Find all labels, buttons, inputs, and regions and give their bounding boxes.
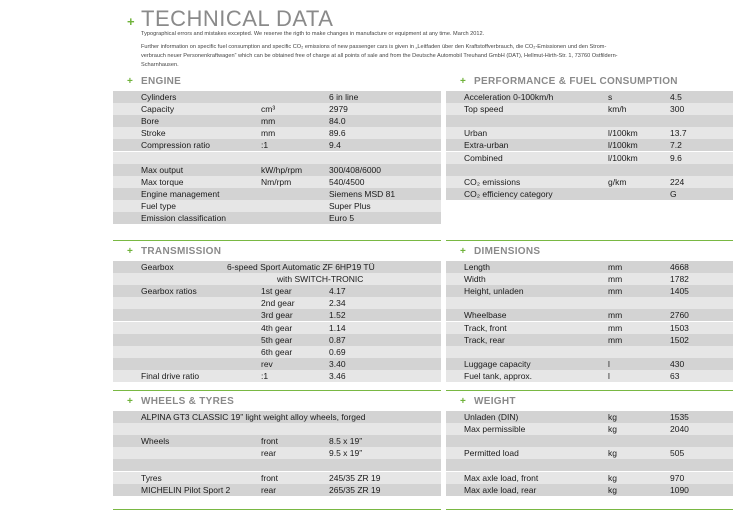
- spec-value: Super Plus: [329, 200, 371, 211]
- spec-unit: front: [261, 472, 279, 483]
- spec-value: 6 in line: [329, 92, 359, 102]
- spec-label: Engine management: [141, 188, 220, 199]
- spec-label: MICHELIN Pilot Sport 2: [141, 484, 231, 495]
- spec-unit: mm: [608, 322, 623, 333]
- spec-value: G: [670, 188, 677, 199]
- row-stripe: [446, 346, 733, 358]
- spec-unit: mm: [608, 262, 623, 272]
- spec-unit: front: [261, 436, 279, 447]
- spec-label: Max permissible: [464, 424, 526, 435]
- spec-unit: l/100km: [608, 128, 638, 139]
- spec-label: Gearbox ratios: [141, 286, 197, 297]
- spec-value: with SWITCH-TRONIC: [277, 274, 364, 285]
- spec-label: Final drive ratio: [141, 370, 200, 381]
- spec-value: 430: [670, 358, 685, 369]
- spec-value: 8.5 x 19”: [329, 436, 363, 447]
- section-title-engine: ENGINE: [141, 76, 182, 87]
- spec-unit: g/km: [608, 176, 627, 187]
- spec-value: Euro 5: [329, 213, 355, 223]
- row-stripe: [113, 459, 441, 471]
- spec-label: Wheelbase: [464, 310, 507, 321]
- spec-label: Luggage capacity: [464, 358, 531, 369]
- spec-label: Emission classification: [141, 213, 227, 223]
- spec-value: 63: [670, 370, 680, 381]
- row-stripe: [113, 423, 441, 435]
- row-stripe: [446, 115, 733, 127]
- spec-label: Max torque: [141, 176, 184, 187]
- spec-unit: 4th gear: [261, 322, 293, 333]
- note-line: Typographical errors and mistakes excepted. We reserve the rigth to make changes in manufacture or equipment at any time. March 2012.: [141, 31, 485, 37]
- spec-unit: mm: [608, 310, 623, 321]
- spec-unit: kW/hp/rpm: [261, 164, 303, 175]
- row-stripe: [113, 115, 441, 127]
- spec-unit: l/100km: [608, 152, 638, 163]
- spec-label: Wheels: [141, 436, 170, 447]
- spec-value: 9.5 x 19”: [329, 448, 363, 459]
- section-divider: [113, 240, 441, 241]
- spec-unit: 2nd gear: [261, 298, 295, 309]
- spec-value: 6-speed Sport Automatic ZF 6HP19 TÜ: [227, 262, 375, 272]
- row-stripe: [446, 164, 733, 176]
- spec-unit: s: [608, 92, 613, 102]
- section-divider: [113, 509, 441, 510]
- spec-unit: kg: [608, 472, 617, 483]
- spec-value: 300/408/6000: [329, 164, 381, 175]
- spec-value: 2040: [670, 424, 689, 435]
- spec-unit: l: [608, 358, 610, 369]
- section-plus-icon: +: [460, 76, 466, 87]
- spec-unit: kg: [608, 484, 617, 495]
- spec-label: Extra-urban: [464, 140, 509, 151]
- section-title-wheels: WHEELS & TYRES: [141, 396, 235, 407]
- spec-value: 84.0: [329, 116, 346, 127]
- spec-value: 2760: [670, 310, 689, 321]
- spec-value: 1502: [670, 334, 689, 345]
- spec-label: CO₂ efficiency category: [464, 188, 553, 199]
- spec-value: 0.69: [329, 346, 346, 357]
- spec-value: 970: [670, 472, 685, 483]
- spec-unit: cm³: [261, 104, 276, 115]
- section-plus-icon: +: [127, 396, 133, 407]
- note-line: verbrauch neuer Personenkraftwagen“ which can be obtained free of charge at all points of sale and from the Deutsche Automobil Treuhand GmbH (DAT), Hellmut-Hirth-Str. 1, 73760 Ostfildern-: [141, 52, 618, 59]
- spec-unit: 5th gear: [261, 334, 293, 345]
- spec-label: Top speed: [464, 104, 504, 115]
- spec-unit: rev: [261, 358, 273, 369]
- section-divider: [446, 390, 733, 391]
- spec-value: 224: [670, 176, 685, 187]
- row-stripe: [113, 152, 441, 164]
- spec-value: 9.6: [670, 152, 682, 163]
- spec-unit: l: [608, 370, 610, 381]
- spec-label: CO₂ emissions: [464, 176, 521, 187]
- spec-unit: Nm/rpm: [261, 176, 292, 187]
- spec-value: 1090: [670, 484, 689, 495]
- spec-label: Stroke: [141, 128, 166, 139]
- spec-value: 1405: [670, 286, 689, 297]
- spec-label: Compression ratio: [141, 140, 210, 151]
- spec-value: 4.5: [670, 92, 682, 102]
- spec-label: Bore: [141, 116, 159, 127]
- row-stripe: [113, 447, 441, 459]
- spec-label: Combined: [464, 152, 503, 163]
- spec-unit: rear: [261, 484, 277, 495]
- section-title-performance: PERFORMANCE & FUEL CONSUMPTION: [474, 76, 678, 87]
- spec-value: 3.40: [329, 358, 346, 369]
- page-title: TECHNICAL DATA: [141, 6, 334, 31]
- spec-value: Siemens MSD 81: [329, 188, 396, 199]
- row-stripe: [446, 127, 733, 139]
- spec-label: Track, rear: [464, 334, 505, 345]
- spec-value: 7.2: [670, 140, 682, 151]
- spec-value: 4.17: [329, 286, 346, 297]
- spec-label: Acceleration 0-100km/h: [464, 92, 554, 102]
- spec-value: 0.87: [329, 334, 346, 345]
- spec-unit: mm: [261, 116, 276, 127]
- section-divider: [113, 390, 441, 391]
- spec-label: Cylinders: [141, 92, 177, 102]
- spec-unit: mm: [261, 128, 276, 139]
- spec-value: 245/35 ZR 19: [329, 472, 381, 483]
- section-divider: [446, 240, 733, 241]
- section-plus-icon: +: [127, 246, 133, 257]
- spec-value: 4668: [670, 262, 689, 272]
- spec-unit: :1: [261, 370, 269, 381]
- spec-unit: mm: [608, 286, 623, 297]
- spec-label: Tyres: [141, 472, 162, 483]
- spec-unit: km/h: [608, 104, 627, 115]
- spec-label: Urban: [464, 128, 488, 139]
- spec-value: 1782: [670, 274, 689, 285]
- spec-label: Fuel type: [141, 200, 176, 211]
- spec-unit: mm: [608, 274, 623, 285]
- section-title-dimensions: DIMENSIONS: [474, 246, 541, 257]
- spec-label: Gearbox: [141, 262, 174, 272]
- row-stripe: [446, 435, 733, 447]
- spec-value: 265/35 ZR 19: [329, 484, 381, 495]
- section-plus-icon: +: [127, 76, 133, 87]
- spec-value: 89.6: [329, 128, 346, 139]
- spec-label: Fuel tank, approx.: [464, 370, 533, 381]
- spec-unit: kg: [608, 424, 617, 435]
- spec-label: ALPINA GT3 CLASSIC 19” light weight alloy wheels, forged: [141, 412, 366, 422]
- spec-label: Max axle load, front: [464, 472, 539, 483]
- spec-value: 1.52: [329, 310, 346, 321]
- spec-unit: 3rd gear: [261, 310, 293, 321]
- spec-label: Height, unladen: [464, 286, 524, 297]
- spec-label: Width: [464, 274, 486, 285]
- spec-unit: 6th gear: [261, 346, 293, 357]
- spec-value: 1503: [670, 322, 689, 333]
- spec-value: 505: [670, 448, 685, 459]
- row-stripe: [446, 459, 733, 471]
- spec-unit: 1st gear: [261, 286, 292, 297]
- section-divider: [446, 509, 733, 510]
- spec-value: 3.46: [329, 370, 346, 381]
- spec-unit: rear: [261, 448, 277, 459]
- note-line: Further information on specific fuel consumption and specific CO₂ emissions of new passenger cars is given in „Leitfaden über den Kraftstoffverbrauch, die CO₂-Emissionen und den Strom-: [141, 44, 607, 50]
- row-stripe: [113, 358, 441, 370]
- note-line: Scharnhausen.: [141, 61, 179, 68]
- section-plus-icon: +: [460, 396, 466, 407]
- spec-unit: :1: [261, 140, 269, 151]
- section-title-transmission: TRANSMISSION: [141, 246, 222, 257]
- spec-unit: kg: [608, 448, 617, 459]
- spec-label: Length: [464, 262, 490, 272]
- spec-label: Max axle load, rear: [464, 484, 537, 495]
- spec-value: 540/4500: [329, 176, 365, 187]
- row-stripe: [446, 297, 733, 309]
- spec-label: Track, front: [464, 322, 507, 333]
- spec-value: 9.4: [329, 140, 341, 151]
- spec-unit: l/100km: [608, 140, 638, 151]
- spec-label: Permitted load: [464, 448, 519, 459]
- section-title-weight: WEIGHT: [474, 396, 516, 407]
- section-plus-icon: +: [460, 246, 466, 257]
- spec-unit: kg: [608, 412, 617, 422]
- row-stripe: [446, 273, 733, 285]
- spec-unit: mm: [608, 334, 623, 345]
- spec-label: Unladen (DIN): [464, 412, 519, 422]
- spec-value: 1.14: [329, 322, 346, 333]
- spec-value: 2979: [329, 104, 348, 115]
- spec-label: Max output: [141, 164, 184, 175]
- spec-value: 1535: [670, 412, 689, 422]
- spec-value: 2.34: [329, 298, 346, 309]
- spec-label: Capacity: [141, 104, 175, 115]
- spec-value: 300: [670, 104, 685, 115]
- title-plus: +: [127, 14, 135, 29]
- spec-value: 13.7: [670, 128, 687, 139]
